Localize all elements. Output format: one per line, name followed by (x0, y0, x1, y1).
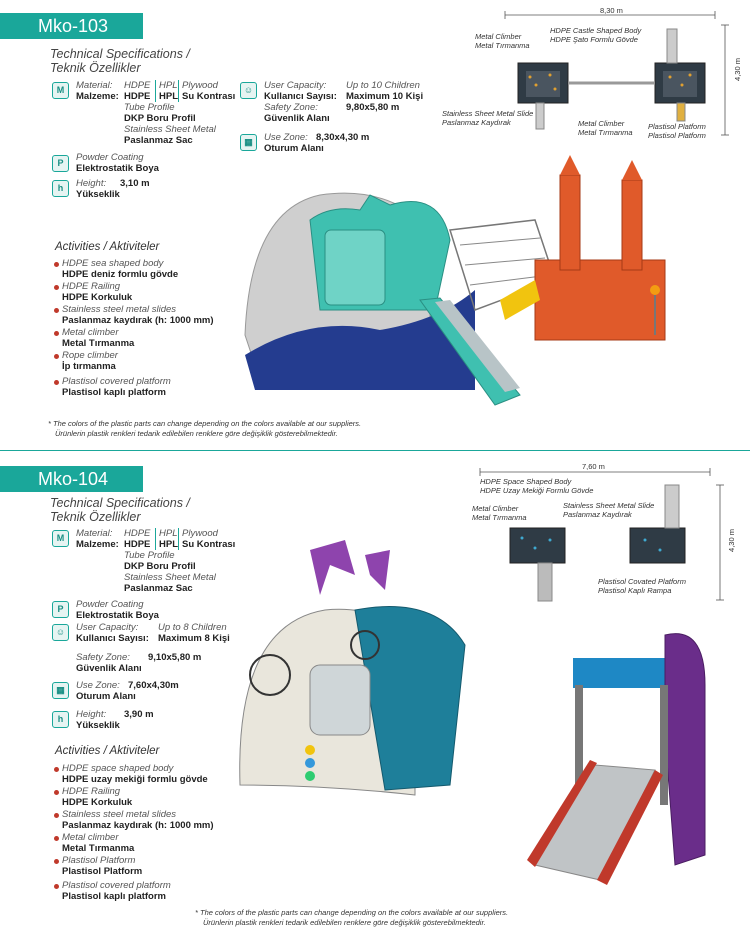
safety-value: 9,10x5,80 m (148, 652, 202, 663)
label-climber2-tr: Metal Tırmanma (578, 128, 633, 137)
safety-tr: Güvenlik Alanı (264, 113, 330, 124)
spec-title-tr: Teknik Özellikler (50, 61, 141, 75)
material-value: HDPE (124, 528, 151, 539)
material-label-tr: Malzeme: (76, 91, 119, 102)
height-icon: h (52, 711, 69, 728)
safety-en: Safety Zone: (76, 652, 130, 663)
powder-en: Powder Coating (76, 152, 144, 163)
bullet (54, 767, 59, 772)
sheet-tr: Paslanmaz Sac (124, 135, 193, 146)
area-icon: ▦ (52, 682, 69, 699)
activity-en: HDPE Railing (62, 281, 121, 292)
label-slide-en: Stainless Sheet Metal Slide (563, 501, 655, 510)
label-slide-tr: Paslanmaz Kaydırak (442, 118, 511, 127)
bullet (54, 285, 59, 290)
activities-title: Activities / Aktiviteler (55, 745, 160, 757)
area-icon: ▦ (240, 134, 257, 151)
spec-title-en: Technical Specifications / (50, 496, 190, 510)
model-tag: Mko-103 (0, 13, 143, 39)
tube-en: Tube Profile (124, 102, 175, 113)
product-illustration (235, 535, 725, 910)
tube-tr: DKP Boru Profil (124, 561, 196, 572)
label-climber-tr: Metal Tırmanma (475, 41, 530, 50)
powder-tr: Elektrostatik Boya (76, 610, 159, 621)
model-tag: Mko-104 (0, 466, 143, 492)
sheet-tr: Paslanmaz Sac (124, 583, 193, 594)
material-icon: M (52, 82, 69, 99)
activity-tr: Paslanmaz kaydırak (h: 1000 mm) (62, 820, 214, 831)
bullet (54, 859, 59, 864)
material-value: HDPE (124, 539, 151, 550)
activity-en: Rope climber (62, 350, 118, 361)
label-platform-tr: Plastisol Kaplı Rampa (598, 586, 672, 595)
activity-tr: Plastisol kaplı platform (62, 387, 166, 398)
use-zone-en: Use Zone: (76, 680, 120, 691)
dim-depth: 4,30 m (726, 529, 736, 552)
height-value: 3,10 m (120, 178, 150, 189)
label-slide-en: Stainless Sheet Metal Slide (442, 109, 534, 118)
bullet (54, 331, 59, 336)
material-value: HDPE (124, 91, 151, 102)
activity-en: Stainless steel metal slides (62, 304, 177, 315)
activity-tr: Metal Tırmanma (62, 338, 135, 349)
activity-tr: Paslanmaz kaydırak (h: 1000 mm) (62, 315, 214, 326)
use-zone-tr: Oturum Alanı (264, 143, 324, 154)
dimension-diagram (442, 5, 745, 145)
material-value: HPL (155, 539, 178, 550)
material-label-en: Material: (76, 80, 113, 91)
activity-tr: HDPE Korkuluk (62, 292, 133, 303)
powder-en: Powder Coating (76, 599, 144, 610)
paint-icon: P (52, 601, 69, 618)
sheet-en: Stainless Sheet Metal (124, 572, 216, 583)
bullet (54, 354, 59, 359)
dim-width: 7,60 m (582, 462, 605, 471)
tube-en: Tube Profile (124, 550, 175, 561)
dim-width: 8,30 m (600, 6, 623, 15)
activity-en: Stainless steel metal slides (62, 809, 177, 820)
activity-en: HDPE Railing (62, 786, 121, 797)
label-space-en: HDPE Space Shaped Body (480, 477, 572, 486)
use-zone-value: 8,30x4,30 m (316, 132, 370, 143)
activity-tr: HDPE Korkuluk (62, 797, 133, 808)
label-climber-tr: Metal Tırmanma (472, 513, 527, 522)
section-divider (0, 450, 750, 451)
material-value: Su Kontrası (178, 91, 235, 102)
activity-tr: HDPE deniz formlu gövde (62, 269, 179, 280)
height-en: Height: (76, 709, 107, 720)
color-note-en: * The colors of the plastic parts can change depending on the colors available at our suppliers. (48, 419, 362, 428)
capacity-icon: ☺ (240, 82, 257, 99)
label-climber2-en: Metal Climber (578, 119, 625, 128)
material-value: HDPE (124, 80, 151, 91)
safety-value: 9,80x5,80 m (346, 102, 400, 113)
material-icon: M (52, 530, 69, 547)
material-value: Su Kontrası (178, 539, 235, 550)
product-illustration (230, 150, 705, 415)
color-note-en: * The colors of the plastic parts can change depending on the colors available at our suppliers. (195, 908, 509, 917)
material-value: HPL (155, 80, 177, 91)
activity-tr: Metal Tırmanma (62, 843, 135, 854)
activity-tr: Plastisol kaplı platform (62, 891, 166, 902)
safety-en: Safety Zone: (264, 102, 318, 113)
label-platform-en: Plastisol Platform (648, 122, 706, 131)
tube-tr: DKP Boru Profil (124, 113, 196, 124)
material-label-en: Material: (76, 528, 113, 539)
capacity-tr: Kullanıcı Sayısı: (264, 91, 337, 102)
use-zone-value: 7,60x4,30m (128, 680, 179, 691)
powder-tr: Elektrostatik Boya (76, 163, 159, 174)
spec-title-tr: Teknik Özellikler (50, 510, 141, 524)
height-en: Height: (76, 178, 107, 189)
bullet (54, 813, 59, 818)
safety-tr: Güvenlik Alanı (76, 663, 142, 674)
capacity-value-tr: Maximum 10 Kişi (346, 91, 424, 102)
activity-tr: HDPE uzay mekiği formlu gövde (62, 774, 208, 785)
label-slide-tr: Paslanmaz Kaydırak (563, 510, 632, 519)
activity-en: HDPE sea shaped body (62, 258, 164, 269)
capacity-value-tr: Maximum 8 Kişi (158, 633, 230, 644)
label-space-tr: HDPE Uzay Mekiği Formlu Gövde (480, 486, 594, 495)
height-icon: h (52, 180, 69, 197)
label-platform-en: Plastisol Covated Platform (598, 577, 686, 586)
capacity-icon: ☺ (52, 624, 69, 641)
label-castle-en: HDPE Castle Shaped Body (550, 26, 642, 35)
activity-en: Metal climber (62, 832, 119, 843)
activity-en: Plastisol covered platform (62, 376, 171, 387)
activity-en: Plastisol Platform (62, 855, 136, 866)
material-value: HPL (155, 528, 177, 539)
dim-depth: 4,30 m (732, 58, 742, 81)
capacity-en: User Capacity: (264, 80, 327, 91)
material-value: HPL (155, 91, 178, 102)
height-tr: Yükseklik (76, 189, 120, 200)
material-value: Plywood (178, 528, 218, 539)
label-castle-tr: HDPE Şato Formlu Gövde (550, 35, 638, 44)
capacity-value-en: Up to 10 Children (346, 80, 420, 91)
bullet (54, 262, 59, 267)
bullet (54, 836, 59, 841)
color-note-tr: Ürünlerin plastik renkleri tedarik edilebilen renklere göre değişiklik gösterebilmektedir. (55, 429, 338, 438)
use-zone-tr: Oturum Alanı (76, 691, 136, 702)
paint-icon: P (52, 155, 69, 172)
activity-tr: İp tırmanma (62, 361, 116, 372)
use-zone-en: Use Zone: (264, 132, 308, 143)
bullet (54, 308, 59, 313)
material-label-tr: Malzeme: (76, 539, 119, 550)
activity-en: Plastisol covered platform (62, 880, 171, 891)
color-note-tr: Ürünlerin plastik renkleri tedarik edilebilen renklere göre değişiklik gösterebilmektedir. (203, 918, 486, 927)
label-platform-tr: Plastisol Platform (648, 131, 706, 140)
bullet (54, 884, 59, 889)
capacity-en: User Capacity: (76, 622, 139, 633)
sheet-en: Stainless Sheet Metal (124, 124, 216, 135)
label-climber-en: Metal Climber (472, 504, 519, 513)
capacity-tr: Kullanıcı Sayısı: (76, 633, 149, 644)
activity-en: HDPE space shaped body (62, 763, 174, 774)
activities-title: Activities / Aktiviteler (55, 241, 160, 253)
activity-en: Metal climber (62, 327, 119, 338)
activity-tr: Plastisol Platform (62, 866, 143, 877)
bullet (54, 790, 59, 795)
height-value: 3,90 m (124, 709, 154, 720)
material-value: Plywood (178, 80, 218, 91)
capacity-value-en: Up to 8 Children (158, 622, 227, 633)
height-tr: Yükseklik (76, 720, 120, 731)
bullet (54, 380, 59, 385)
spec-title-en: Technical Specifications / (50, 47, 190, 61)
label-climber-en: Metal Climber (475, 32, 522, 41)
